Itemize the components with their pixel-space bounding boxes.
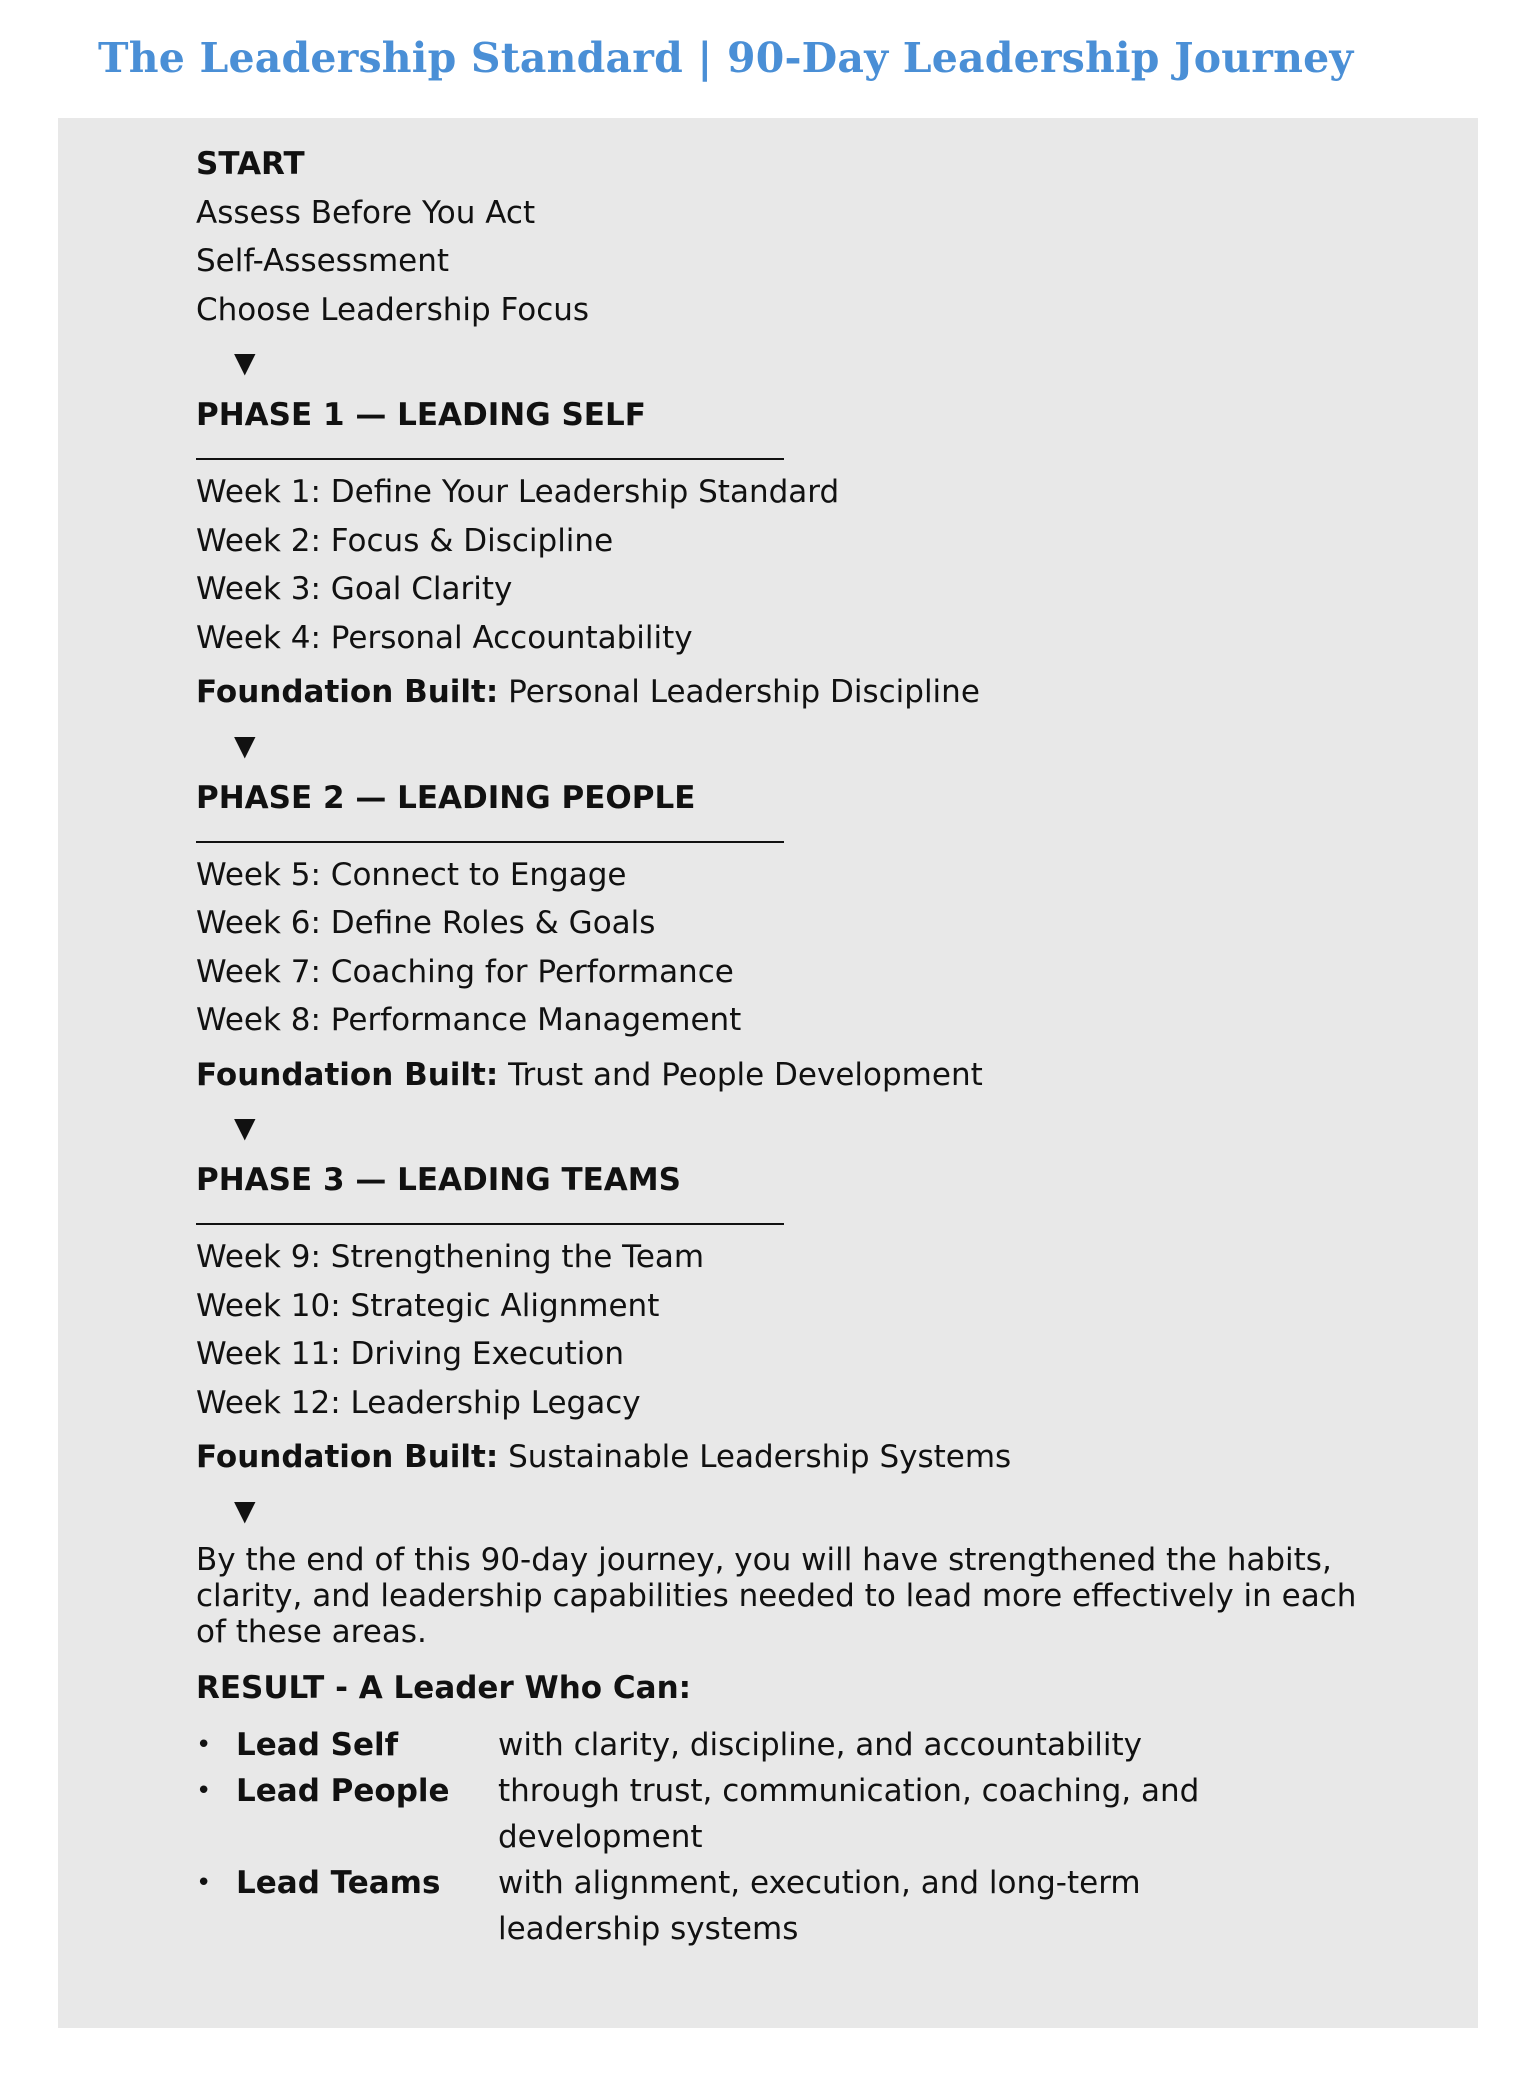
phase-2-divider bbox=[196, 841, 784, 843]
phase-3-divider bbox=[196, 1223, 784, 1225]
foundation-value: Personal Leadership Discipline bbox=[508, 674, 980, 710]
foundation-value: Trust and People Development bbox=[508, 1056, 983, 1093]
week-item: Week 4: Personal Accountability bbox=[196, 619, 693, 656]
week-item: Week 10: Strategic Alignment bbox=[196, 1287, 660, 1324]
result-heading: RESULT - A Leader Who Can: bbox=[196, 1669, 692, 1706]
week-item: Week 8: Performance Management bbox=[196, 1002, 742, 1038]
journey-summary: By the end of this 90-day journey, you will have strengthened the habits, clarity, and leadership capabilities needed to lead more effectively in each of these areas. bbox=[196, 1541, 1357, 1650]
phase-3-foundation bbox=[196, 1433, 1376, 1482]
result-description: with clarity, discipline, and accountability bbox=[498, 1726, 1142, 1763]
foundation-label: Foundation Built: bbox=[196, 674, 499, 710]
result-term: Lead Teams bbox=[236, 1864, 441, 1901]
start-item: Assess Before You Act bbox=[196, 194, 536, 231]
week-item: Week 7: Coaching for Performance bbox=[196, 953, 734, 990]
phase-3-heading: PHASE 3 — LEADING TEAMS bbox=[196, 1162, 681, 1198]
result-item bbox=[196, 1722, 1376, 1768]
result-term: Lead Self bbox=[236, 1726, 399, 1763]
week-item: Week 6: Define Roles & Goals bbox=[196, 905, 656, 941]
foundation-label: Foundation Built: bbox=[196, 1439, 499, 1475]
bullet-icon: • bbox=[196, 1729, 212, 1760]
start-item: Self-Assessment bbox=[196, 243, 450, 279]
result-list bbox=[196, 1722, 1376, 1952]
phase-1-heading: PHASE 1 — LEADING SELF bbox=[196, 397, 646, 433]
week-item: Week 3: Goal Clarity bbox=[196, 571, 513, 607]
result-item bbox=[196, 1768, 1376, 1860]
down-arrow-icon: ▼ bbox=[234, 728, 256, 762]
result-description: with alignment, execution, and long-term leadership systems bbox=[498, 1864, 1141, 1947]
page-title: The Leadership Standard | 90-Day Leadership Journey bbox=[98, 34, 1354, 82]
week-item: Week 2: Focus & Discipline bbox=[196, 522, 614, 559]
foundation-label: Foundation Built: bbox=[196, 1056, 499, 1093]
start-heading: START bbox=[196, 146, 305, 182]
result-item bbox=[196, 1860, 1376, 1952]
week-item: Week 11: Driving Execution bbox=[196, 1336, 625, 1372]
result-term: Lead People bbox=[236, 1772, 450, 1809]
phase-2-heading: PHASE 2 — LEADING PEOPLE bbox=[196, 779, 696, 816]
phase-2-foundation bbox=[196, 1051, 1376, 1100]
week-item: Week 12: Leadership Legacy bbox=[196, 1384, 641, 1421]
start-item: Choose Leadership Focus bbox=[196, 291, 590, 328]
phase-1-foundation bbox=[196, 668, 1376, 717]
bullet-icon: • bbox=[196, 1867, 212, 1898]
phase-1-divider bbox=[196, 458, 784, 460]
down-arrow-icon: ▼ bbox=[234, 346, 256, 379]
result-description: through trust, communication, coaching, and development bbox=[498, 1772, 1200, 1855]
week-item: Week 5: Connect to Engage bbox=[196, 856, 627, 893]
foundation-value: Sustainable Leadership Systems bbox=[508, 1439, 1012, 1475]
week-item: Week 1: Define Your Leadership Standard bbox=[196, 474, 840, 510]
bullet-icon: • bbox=[196, 1775, 212, 1806]
down-arrow-icon: ▼ bbox=[234, 1493, 256, 1527]
down-arrow-icon: ▼ bbox=[234, 1111, 256, 1144]
week-item: Week 9: Strengthening the Team bbox=[196, 1239, 705, 1275]
journey-content bbox=[196, 140, 1376, 1952]
